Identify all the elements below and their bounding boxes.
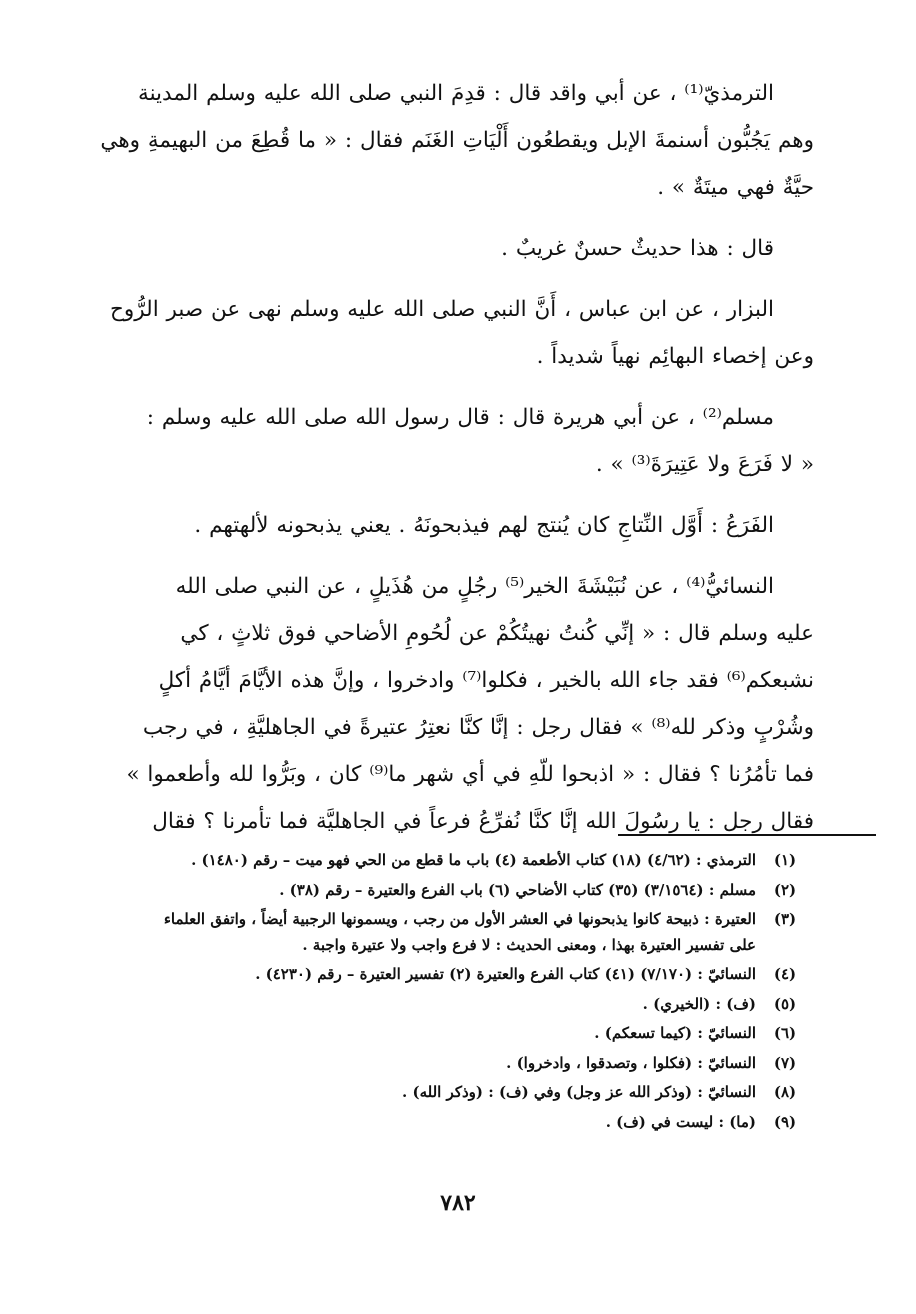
footnote-number: (٦) [773,1024,797,1042]
footnote-item [96,1110,814,1136]
text-line: الفَرَعُ : أَوَّل النِّتاجِ كان يُنتج لهم فيذبحونَهُ . يعني يذبحونه لألهتهم . [194,513,774,538]
footnote-text: العتيرة : ذبيحة كانوا يذبحونها في العشر الأول من رجب ، ويسمونها الرجبية أيضاً ، واتفق العلماء [163,910,756,928]
footnote-text: (ما) : ليست في (ف) . [605,1112,756,1131]
footnote-text: النسائيّ : (٧/١٧٠) (٤١) كتاب الفرع والعتيرة (٢) تفسير العتيرة – رقم (٤٢٣٠) . [255,965,756,983]
footnote-item [96,1080,814,1106]
text-line: الترمذيّ⁽¹⁾ ، عن أبي واقد قال : قدِمَ النبي صلى الله عليه وسلم المدينة [138,81,774,106]
footnote-text: الترمذي : (٤/٦٢) (١٨) كتاب الأطعمة (٤) باب ما قطع من الحي فهو ميت – رقم (١٤٨٠) . [191,851,756,869]
text-line: فما تأمُرُنا ؟ فقال : « اذبحوا للّهِ في أي شهر ما⁽⁹⁾ كان ، وبَرُّوا لله وأطعموا » [126,762,814,787]
text-line: وعن إخصاء البهائِم نهياً شديداً . [536,344,814,369]
text-line: قال : هذا حديثٌ حسنٌ غريبٌ . [501,236,774,261]
footnote-text: مسلم : (٣/١٥٦٤) (٣٥) كتاب الأضاحي (٦) باب الفرع والعتيرة – رقم (٣٨) . [279,880,756,899]
footnote-item [96,962,814,988]
main-text [96,70,814,859]
text-line: وشُرْبٍ وذكر لله⁽⁸⁾ » فقال رجل : إنَّا كنَّا نعتِرُ عتيرةً في الجاهليَّةِ ، في رجب [142,715,814,740]
footnote-number: (٥) [773,994,797,1013]
text-line: نشبعكم⁽⁶⁾ فقد جاء الله بالخير ، فكلوا⁽⁷⁾ وادخروا ، وإنَّ هذه الأيَّامَ أيَّامُ أكلٍ [158,668,814,693]
footnote-number: (٢) [773,880,797,899]
footnote-number: (٨) [773,1083,797,1101]
text-line: مسلم⁽²⁾ ، عن أبي هريرة قال : قال رسول الله صلى الله عليه وسلم : [146,405,774,430]
footnote-number: (٣) [773,910,797,928]
footnote-number: (٤) [773,965,797,983]
footnote-text: النسائيّ : (وذكر الله عز وجل) وفي (ف) : (وذكر الله) . [402,1083,756,1101]
footnote-item [96,878,814,904]
page-number: ٧٨٢ [440,1190,476,1216]
text-line: البزار ، عن ابن عباس ، أَنَّ النبي صلى الله عليه وسلم نهى عن صبر الرُّوح [110,297,774,322]
paragraph-tirmidhi [96,70,814,211]
footnote-text: النسائيّ : (فكلوا ، وتصدقوا ، وادخروا) . [506,1053,756,1072]
footnote-number: (٧) [773,1053,797,1072]
text-line: حيَّةٌ فهي ميتَةٌ » . [657,175,814,200]
footnote-text: على تفسير العتيرة بهذا ، ومعنى الحديث : لا فرع واجب ولا عتيرة واجبة . [302,935,756,954]
footnote-separator [618,834,876,836]
paragraph-bazzar [96,286,814,380]
text-line: « لا فَرَعَ ولا عَتِيرَةَ⁽³⁾ » . [595,452,814,477]
footnote-text: النسائيّ : (كيما تسعكم) . [594,1024,756,1042]
footnote-item [96,1051,814,1077]
paragraph-fara-definition [96,502,814,549]
paragraph-hadith-grade [96,225,814,272]
footnote-number: (١) [773,851,797,869]
footnote-item [96,992,814,1018]
footnote-number: (٩) [773,1112,797,1131]
text-line: فقال رجل : يا رسُولَ الله إنَّا كنَّا نُفرِّعُ فرعاً في الجاهليَّة فما تأمرنا ؟ فقال [152,809,814,834]
text-line: وهم يَجُبُّون أسنمةَ الإبل ويقطعُون أَلْيَاتِ الغَنَم فقال : « ما قُطِعَ من البهيمةِ وهي [100,128,814,153]
footnotes [96,848,814,1139]
footnote-text: (ف) : (الخيري) . [642,994,756,1013]
text-line: النسائيُّ⁽⁴⁾ ، عن نُبَيْشَةَ الخير⁽⁵⁾ رجُلٍ من هُذَيلٍ ، عن النبي صلى الله [175,574,774,599]
footnote-item [96,907,814,958]
paragraph-muslim [96,394,814,488]
footnote-item [96,1021,814,1047]
paragraph-nasai [96,563,814,845]
footnote-item [96,848,814,874]
text-line: عليه وسلم قال : « إنِّي كُنتُ نهيتُكُمْ عن لُحُومِ الأضاحي فوق ثلاثٍ ، كي [180,621,814,646]
